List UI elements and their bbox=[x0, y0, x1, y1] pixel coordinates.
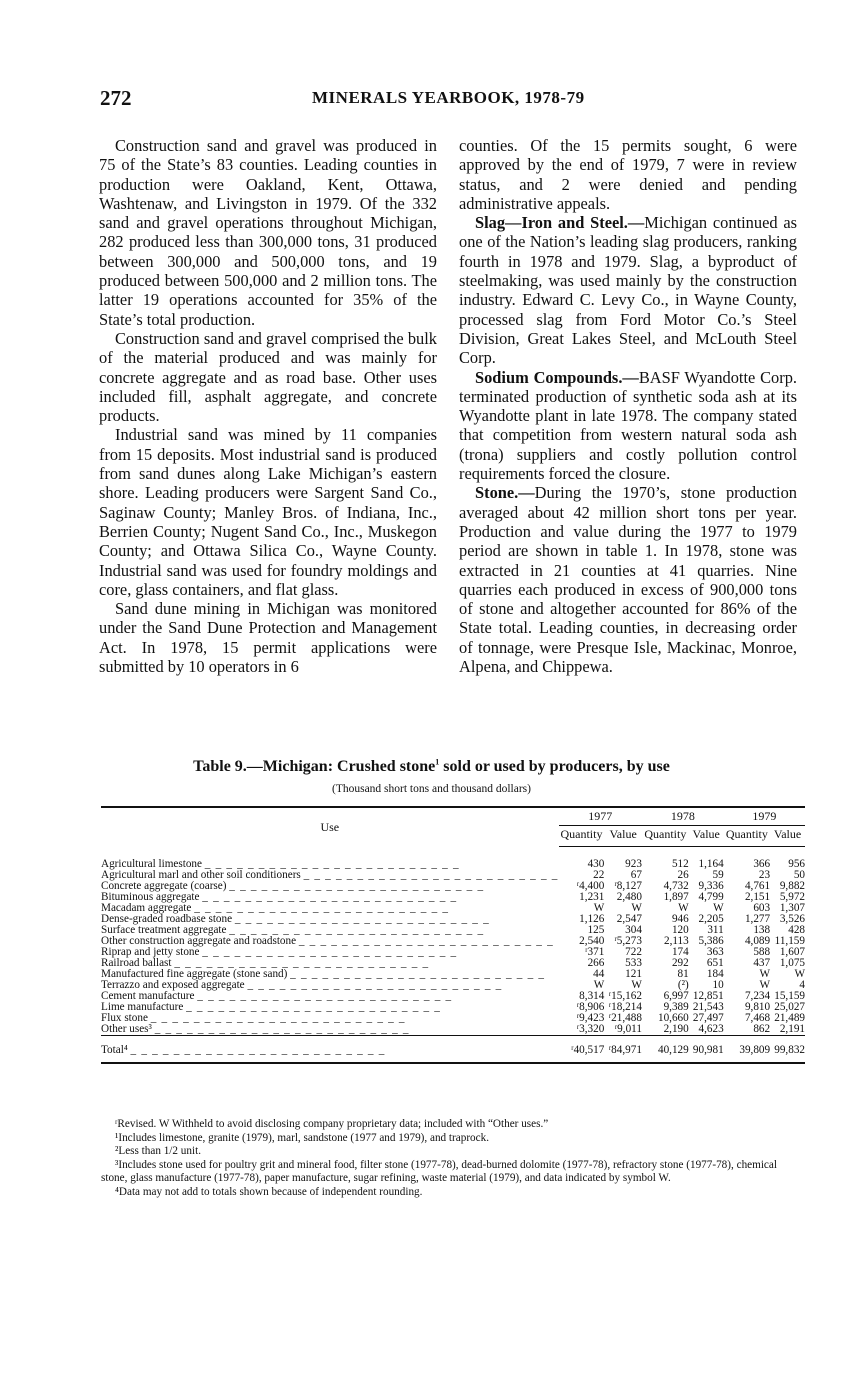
quantity-cell: 1,126 bbox=[579, 913, 605, 925]
footnote-4: ⁴Data may not add to totals shown because of independent rounding. bbox=[115, 1185, 423, 1198]
column-header-value: Value bbox=[689, 826, 724, 847]
total-row bbox=[101, 1036, 805, 1064]
paragraph-slag bbox=[459, 213, 797, 367]
text-sodium: BASF Wyandotte Corp. terminated production of synthetic soda ash at its Wyandotte plant in late 1978. The company stated that competition from western natural soda ash (trona) suppliers and costly pollution control requirements forced the closure. bbox=[459, 367, 798, 484]
use-label: Dense-graded roadbase stone bbox=[101, 913, 233, 925]
value-cell: W bbox=[631, 902, 642, 914]
running-head: MINERALS YEARBOOK, 1978-79 bbox=[312, 88, 585, 107]
use-label: Concrete aggregate (coarse) bbox=[101, 880, 227, 892]
table-row bbox=[101, 1024, 805, 1036]
use-label-cell bbox=[101, 847, 559, 871]
quantity-cell: 7,234 bbox=[744, 990, 771, 1002]
value-cell: 15,159 bbox=[774, 990, 805, 1002]
value-cell: ʳ84,971 bbox=[604, 1036, 642, 1064]
footnote-revised: ʳRevised. W Withheld to avoid disclosing company proprietary data; included with “Other uses.” bbox=[115, 1118, 549, 1130]
value-cell: ʳ21,488 bbox=[608, 1012, 642, 1024]
value-cell: 99,832 bbox=[770, 1036, 805, 1064]
quantity-cell: 266 bbox=[587, 957, 605, 969]
quantity-cell: ʳ8,906 bbox=[576, 1001, 605, 1013]
value-cell: 363 bbox=[706, 946, 724, 958]
quantity-cell: 946 bbox=[671, 913, 689, 925]
use-label: Other construction aggregate and roadstone bbox=[101, 935, 297, 947]
value-cell: W bbox=[631, 979, 642, 991]
value-cell: 10 bbox=[712, 979, 724, 991]
quantity-cell: 603 bbox=[753, 902, 771, 914]
text-slag: Michigan continued as one of the Nation’s leading slag producers, ranking fourth in 1978 and 1979. Slag, a byproduct of steelmaking, was used mainly by the construction industry. Edward C. Levy Co., in Wayne County, processed slag from Ford Motor Co.’s Steel Division, Great Lakes Steel, and McLouth Steel Corp. bbox=[459, 213, 797, 368]
quantity-cell: 6,997 bbox=[663, 990, 689, 1002]
quantity-cell: 2,190 bbox=[663, 1023, 689, 1035]
value-cell: 4,623 bbox=[698, 1023, 724, 1035]
quantity-cell: 26 bbox=[677, 869, 689, 881]
year-header-1979: 1979 bbox=[724, 807, 805, 826]
value-cell: 27,497 bbox=[692, 1012, 724, 1024]
value-cell: 956 bbox=[788, 858, 805, 870]
quantity-cell: 10,660 bbox=[657, 1012, 689, 1024]
quantity-cell: 512 bbox=[671, 858, 689, 870]
column-header-quantity: Quantity bbox=[642, 826, 689, 847]
quantity-cell: 4,732 bbox=[663, 880, 689, 892]
quantity-cell: 81 bbox=[677, 968, 689, 980]
quantity-cell: 430 bbox=[587, 858, 605, 870]
use-label: Other uses³ bbox=[101, 1023, 152, 1035]
dot-leader: _ _ _ _ _ _ _ _ _ _ _ _ _ _ _ _ _ _ _ _ _ _ _ _ bbox=[154, 1023, 410, 1035]
table-title-footnote-ref: 1 bbox=[435, 757, 440, 767]
column-header-quantity: Quantity bbox=[724, 826, 770, 847]
quantity-cell: 2,540 bbox=[579, 935, 605, 947]
use-label: Agricultural marl and other soil conditioners bbox=[101, 869, 301, 881]
value-cell: 21,543 bbox=[692, 1001, 724, 1013]
use-label: Terrazzo and exposed aggregate bbox=[101, 979, 245, 991]
value-cell: 121 bbox=[625, 968, 642, 980]
value-cell: 5,972 bbox=[779, 891, 805, 903]
value-cell: 1,607 bbox=[779, 946, 805, 958]
dot-leader: _ _ _ _ _ _ _ _ _ _ _ _ _ _ _ _ _ _ _ _ _ _ _ _ bbox=[202, 946, 458, 958]
quantity-cell: 8,314 bbox=[579, 990, 605, 1002]
quantity-cell: 2,113 bbox=[663, 935, 689, 947]
quantity-cell: 588 bbox=[753, 946, 771, 958]
value-cell: 304 bbox=[625, 924, 642, 936]
quantity-cell: 22 bbox=[593, 869, 605, 881]
column-header-value: Value bbox=[770, 826, 805, 847]
use-label: Cement manufacture bbox=[101, 990, 195, 1002]
quantity-cell: 2,151 bbox=[744, 891, 771, 903]
dot-leader: _ _ _ _ _ _ _ _ _ _ _ _ _ _ _ _ _ _ _ _ _ _ _ _ bbox=[194, 902, 450, 914]
heading-sodium: Sodium Compounds.— bbox=[475, 367, 639, 387]
column-header-use: Use bbox=[101, 807, 559, 847]
quantity-cell: 125 bbox=[587, 924, 605, 936]
column-header-quantity: Quantity bbox=[559, 826, 605, 847]
value-cell: 4,799 bbox=[698, 891, 724, 903]
value-cell: 59 bbox=[712, 869, 724, 881]
value-cell: 428 bbox=[788, 924, 805, 936]
footnote-2: ²Less than 1/2 unit. bbox=[115, 1145, 202, 1157]
use-label: Macadam aggregate bbox=[101, 902, 192, 914]
dot-leader: _ _ _ _ _ _ _ _ _ _ _ _ _ _ _ _ _ _ _ _ _ _ _ _ bbox=[298, 935, 554, 947]
paragraph-permits: counties. Of the 15 permits sought, 6 were approved by the end of 1979, 7 were in review status, and 2 were denied and pending administrative appeals. bbox=[459, 136, 797, 213]
value-cell: 9,336 bbox=[698, 880, 724, 892]
quantity-cell: W bbox=[593, 902, 605, 914]
quantity-cell: 39,809 bbox=[724, 1036, 770, 1064]
quantity-cell: 862 bbox=[753, 1023, 771, 1035]
table-title-part1: Table 9.—Michigan: Crushed stone bbox=[193, 758, 436, 775]
heading-slag: Slag—Iron and Steel.— bbox=[475, 213, 645, 233]
value-cell: 90,981 bbox=[689, 1036, 724, 1064]
use-label: Railroad ballast bbox=[101, 957, 172, 969]
value-cell: W bbox=[713, 902, 724, 914]
dot-leader: _ _ _ _ _ _ _ _ _ _ _ _ _ _ _ _ _ _ _ _ _ _ _ _ bbox=[290, 968, 546, 980]
crushed-stone-table bbox=[101, 806, 805, 1064]
quantity-cell: ʳ40,517 bbox=[559, 1036, 605, 1064]
dot-leader: _ _ _ _ _ _ _ _ _ _ _ _ _ _ _ _ _ _ _ _ _ _ _ _ bbox=[204, 857, 460, 870]
quantity-cell: 174 bbox=[671, 946, 689, 958]
quantity-cell: 44 bbox=[593, 968, 605, 980]
quantity-cell: ʳ371 bbox=[585, 946, 605, 958]
quantity-cell: 1,231 bbox=[579, 891, 605, 903]
quantity-cell: (²) bbox=[677, 979, 689, 991]
quantity-cell: 437 bbox=[753, 957, 771, 969]
paragraph-industrial-sand: Industrial sand was mined by 11 companies from 15 deposits. Most industrial sand is produced from sand dunes along Lake Michigan’s eastern shore. Leading producers were Sargent Sand Co., Saginaw County; Manley Bros. of Indiana, Inc., Berrien County; Nugent Sand Co., Inc., Muskegon County; and Ottawa Silica Co., Wayne County. Industrial sand was used for foundry moldings and core, glass containers, and flat glass. bbox=[99, 425, 437, 599]
value-cell: W bbox=[794, 968, 805, 980]
paragraph-construction-sand: Construction sand and gravel comprised the bulk of the material produced and was mainly for concrete aggregate and as road base. Other uses included fill, asphalt aggregate, and concrete products. bbox=[99, 328, 437, 426]
value-cell: 67 bbox=[630, 869, 642, 881]
use-label: Manufactured fine aggregate (stone sand) bbox=[101, 968, 288, 980]
quantity-cell: W bbox=[593, 979, 605, 991]
use-label-cell bbox=[101, 1024, 559, 1036]
dot-leader: _ _ _ _ _ _ _ _ _ _ _ _ _ _ _ _ _ _ _ _ _ _ _ _ bbox=[202, 891, 458, 903]
left-column bbox=[99, 136, 437, 676]
quantity-cell: W bbox=[678, 902, 689, 914]
right-column bbox=[459, 136, 797, 676]
quantity-cell: 23 bbox=[758, 869, 771, 881]
footnote-3: ³Includes stone used for poultry grit and mineral food, filter stone (1977-78), dead-burned dolomite (1977-78), refractory stone (1977-78), chemical stone, glass manufacture (1977-78), paper manufacture, sugar refining, waste material (1979), and data indicated by symbol W. bbox=[101, 1158, 777, 1184]
quantity-cell: ʳ4,400 bbox=[576, 880, 605, 892]
dot-leader: _ _ _ _ _ _ _ _ _ _ _ _ _ _ _ _ _ _ _ _ _ _ _ _ bbox=[229, 880, 485, 892]
use-label: Lime manufacture bbox=[101, 1001, 184, 1013]
use-label: Agricultural limestone bbox=[101, 857, 202, 870]
value-cell: ʳ8,127 bbox=[614, 880, 642, 892]
value-cell: 4 bbox=[799, 979, 805, 991]
value-cell: 5,386 bbox=[698, 935, 724, 947]
heading-stone: Stone.— bbox=[475, 483, 535, 503]
value-cell: ʳ15,162 bbox=[608, 990, 642, 1002]
quantity-cell: 40,129 bbox=[642, 1036, 689, 1064]
dot-leader: _ _ _ _ _ _ _ _ _ _ _ _ _ _ _ _ _ _ _ _ _ _ _ _ bbox=[130, 1044, 386, 1056]
value-cell: 12,851 bbox=[692, 990, 724, 1002]
column-header-value: Value bbox=[604, 826, 642, 847]
quantity-cell: 7,468 bbox=[744, 1012, 771, 1024]
value-cell: 25,027 bbox=[774, 1001, 805, 1013]
footnote-1: ¹Includes limestone, granite (1979), marl, sandstone (1977 and 1979), and traprock. bbox=[115, 1131, 489, 1144]
quantity-cell: 366 bbox=[753, 858, 771, 870]
value-cell: ʳ18,214 bbox=[608, 1001, 642, 1013]
footnotes bbox=[101, 1118, 805, 1199]
value-cell: 1,307 bbox=[779, 902, 805, 914]
value-cell: 2,205 bbox=[698, 913, 724, 925]
quantity-cell: 4,089 bbox=[744, 935, 771, 947]
year-header-1977: 1977 bbox=[559, 807, 642, 826]
value-cell: 1,164 bbox=[698, 858, 724, 870]
value-cell: 651 bbox=[706, 957, 724, 969]
paragraph-sand-dune-mining: Sand dune mining in Michigan was monitored under the Sand Dune Protection and Management Act. In 1978, 15 permit applications were submitted by 10 operators in 6 bbox=[99, 599, 437, 677]
dot-leader: _ _ _ _ _ _ _ _ _ _ _ _ _ _ _ _ _ _ _ _ _ _ _ _ bbox=[247, 979, 503, 991]
page-header bbox=[100, 86, 760, 116]
value-cell: 2,547 bbox=[616, 913, 642, 925]
value-cell: 11,159 bbox=[774, 935, 805, 947]
use-label: Bituminous aggregate bbox=[101, 891, 200, 903]
value-cell: 2,191 bbox=[779, 1023, 805, 1035]
quantity-cell: 1,897 bbox=[663, 891, 689, 903]
value-cell: 50 bbox=[793, 869, 805, 881]
value-cell: 1,075 bbox=[779, 957, 805, 969]
value-cell: ʳ5,273 bbox=[614, 935, 642, 947]
dot-leader: _ _ _ _ _ _ _ _ _ _ _ _ _ _ _ _ _ _ _ _ _ _ _ _ bbox=[186, 1001, 442, 1013]
total-label-cell bbox=[101, 1036, 559, 1064]
value-cell: 311 bbox=[707, 924, 724, 936]
dot-leader: _ _ _ _ _ _ _ _ _ _ _ _ _ _ _ _ _ _ _ _ _ _ _ _ bbox=[303, 869, 559, 881]
value-cell: 184 bbox=[706, 968, 724, 980]
quantity-cell: W bbox=[759, 968, 771, 980]
quantity-cell: 9,810 bbox=[744, 1001, 771, 1013]
quantity-cell: 292 bbox=[671, 957, 689, 969]
value-cell: 2,480 bbox=[616, 891, 642, 903]
dot-leader: _ _ _ _ _ _ _ _ _ _ _ _ _ _ _ _ _ _ _ _ _ _ _ _ bbox=[197, 990, 453, 1002]
quantity-cell: 138 bbox=[753, 924, 771, 936]
table-title bbox=[0, 758, 863, 776]
value-cell: ʳ9,011 bbox=[614, 1023, 642, 1035]
dot-leader: _ _ _ _ _ _ _ _ _ _ _ _ _ _ _ _ _ _ _ _ _ _ _ _ bbox=[229, 924, 485, 936]
dot-leader: _ _ _ _ _ _ _ _ _ _ _ _ _ _ _ _ _ _ _ _ _ _ _ _ bbox=[150, 1012, 406, 1024]
table-subtitle: (Thousand short tons and thousand dollars) bbox=[332, 783, 531, 795]
dot-leader: _ _ _ _ _ _ _ _ _ _ _ _ _ _ _ _ _ _ _ _ _ _ _ _ bbox=[234, 913, 490, 925]
use-label: Riprap and jetty stone bbox=[101, 946, 200, 958]
paragraph-sodium bbox=[459, 368, 797, 484]
dot-leader: _ _ _ _ _ _ _ _ _ _ _ _ _ _ _ _ _ _ _ _ _ _ _ _ bbox=[174, 957, 430, 969]
use-label: Surface treatment aggregate bbox=[101, 924, 227, 936]
quantity-cell: ʳ9,423 bbox=[576, 1012, 605, 1024]
year-header-1978: 1978 bbox=[642, 807, 724, 826]
use-label: Flux stone bbox=[101, 1012, 148, 1024]
quantity-cell: ʳ3,320 bbox=[576, 1023, 605, 1035]
value-cell: 533 bbox=[625, 957, 642, 969]
text-stone: During the 1970’s, stone production averaged about 42 million short tons per year. Production and value during the 1977 to 1979 period are shown in table 1. In 1978, stone was extracted in 21 counties at 41 quarries. Nine quarries each produced in excess of 900,000 tons of stone and altogether accounted for 86% of the State total. Leading counties, in decreasing order of tonnage, were Presque Isle, Mackinac, Monroe, Alpena, and Chippewa. bbox=[459, 483, 797, 677]
paragraph-sand-gravel: Construction sand and gravel was produced in 75 of the State’s 83 counties. Leading counties in production were Oakland, Kent, Ottawa, Washtenaw, and Livingston in 1979. Of the 332 sand and gravel operations throughout Michigan, 282 produced less than 300,000 tons, 31 produced between 300,000 and 500,000 tons, and 19 produced between 500,000 and 2 million tons. The latter 19 operations accounted for 35% of the State’s total production. bbox=[99, 136, 437, 329]
paragraph-stone bbox=[459, 483, 797, 676]
value-cell: 923 bbox=[625, 858, 642, 870]
value-cell: 21,489 bbox=[774, 1012, 805, 1024]
use-label: Total⁴ bbox=[101, 1044, 128, 1056]
page-number: 272 bbox=[100, 86, 132, 110]
quantity-cell: 120 bbox=[671, 924, 689, 936]
quantity-cell: 1,277 bbox=[744, 913, 771, 925]
quantity-cell: W bbox=[759, 979, 771, 991]
value-cell: 722 bbox=[625, 946, 642, 958]
quantity-cell: 9,389 bbox=[663, 1001, 689, 1013]
table-title-part2: sold or used by producers, by use bbox=[439, 758, 670, 775]
value-cell: 3,526 bbox=[779, 913, 805, 925]
quantity-cell: 4,761 bbox=[744, 880, 771, 892]
table-row bbox=[101, 847, 805, 871]
value-cell: 9,882 bbox=[779, 880, 805, 892]
